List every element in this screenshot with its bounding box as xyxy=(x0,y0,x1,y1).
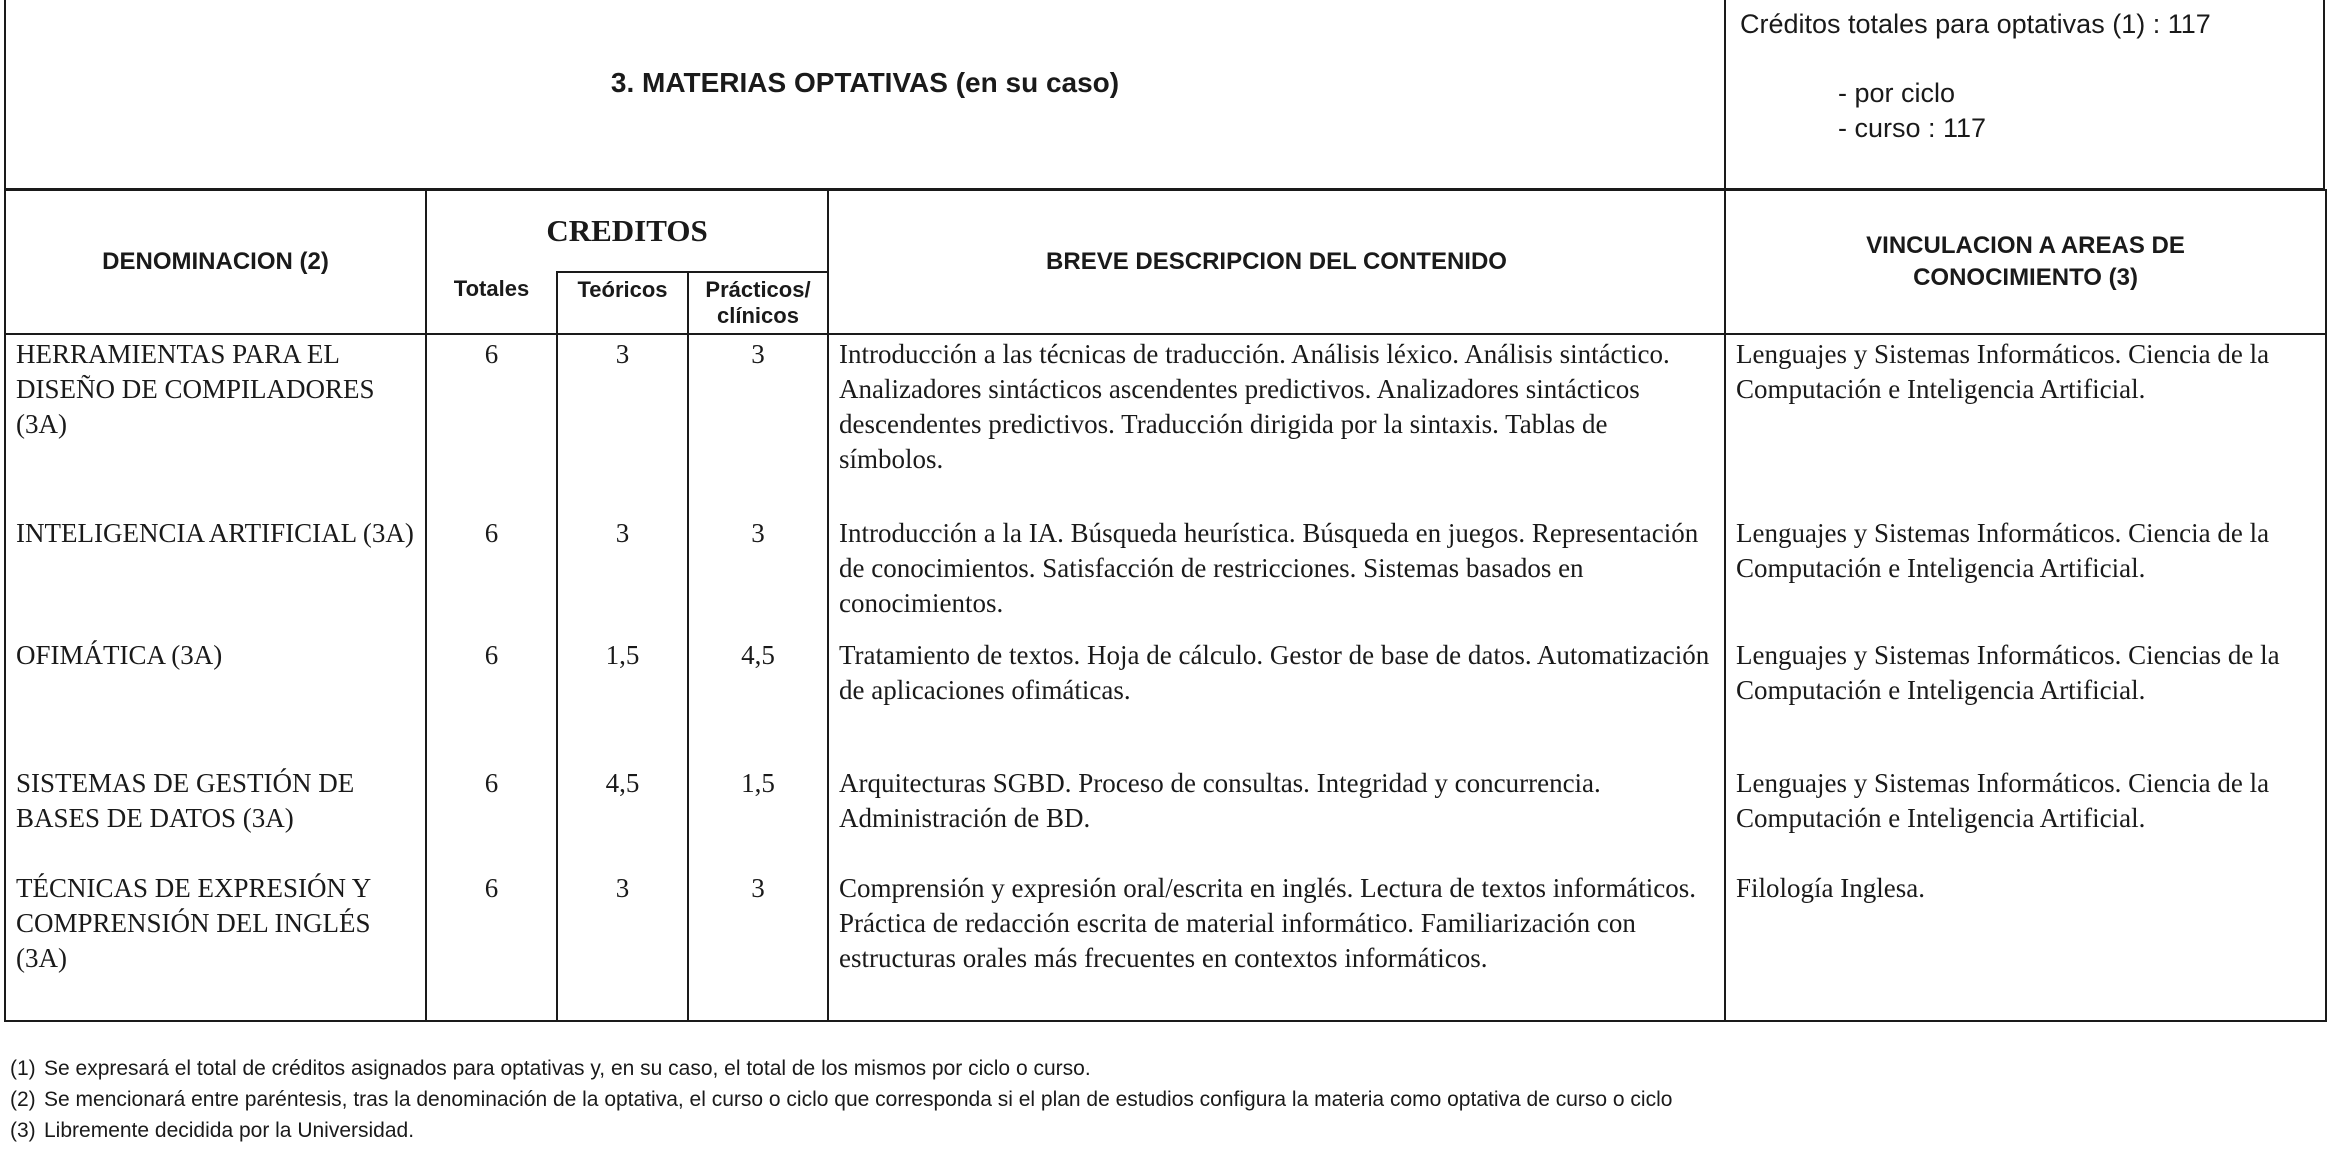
subject-description: Introducción a las técnicas de traducción. Análisis léxico. Análisis sintáctico. Analizadores sintácticos ascendentes predictivos. Analizadores sintácticos descendentes predictivos. Traducción dirigida por la sintaxis. Tablas de símbolos. xyxy=(828,334,1725,514)
col-header-denominacion: DENOMINACION (2) xyxy=(5,190,426,334)
col-header-teoricos: Teóricos xyxy=(557,272,688,334)
credits-teoricos: 3 xyxy=(557,334,688,514)
table-row xyxy=(5,636,2326,764)
footnote-text: Libremente decidida por la Universidad. xyxy=(44,1119,415,1142)
footnote-text: Se mencionará entre paréntesis, tras la denominación de la optativa, el curso o ciclo que corresponda si el plan de estudios configura la materia como optativa de curso o ciclo xyxy=(44,1088,1673,1111)
footnote xyxy=(10,1115,1672,1146)
subject-name: INTELIGENCIA ARTIFICIAL (3A) xyxy=(5,514,426,636)
credits-per-cycle: - por ciclo xyxy=(1838,78,1956,108)
col-header-practicos: Prácticos/ clínicos xyxy=(688,272,828,334)
subject-description: Arquitecturas SGBD. Proceso de consultas. Integridad y concurrencia. Administración de BD. xyxy=(828,764,1725,869)
footnote-number: (2) xyxy=(10,1088,36,1111)
subject-areas: Filología Inglesa. xyxy=(1725,869,2326,1021)
col-header-creditos: CREDITOS xyxy=(426,190,828,272)
subject-description: Comprensión y expresión oral/escrita en inglés. Lectura de textos informáticos. Práctica de redacción escrita de material informático. Familiarización con estructuras orales más frecuentes en contextos informáticos. xyxy=(828,869,1725,1021)
footnote-text: Se expresará el total de créditos asignados para optativas y, en su caso, el total de los mismos por ciclo o curso. xyxy=(44,1057,1091,1080)
credits-teoricos: 3 xyxy=(557,514,688,636)
credits-practicos: 4,5 xyxy=(688,636,828,764)
credits-totales: 6 xyxy=(426,514,557,636)
col-header-totales: Totales xyxy=(426,272,557,334)
credits-practicos: 3 xyxy=(688,869,828,1021)
table-row xyxy=(5,869,2326,1021)
subject-areas: Lenguajes y Sistemas Informáticos. Ciencia de la Computación e Inteligencia Artificial. xyxy=(1725,514,2326,636)
subject-description: Introducción a la IA. Búsqueda heurística. Búsqueda en juegos. Representación de conocimientos. Satisfacción de restricciones. Sistemas basados en conocimientos. xyxy=(828,514,1725,636)
credits-summary xyxy=(1726,0,2323,188)
subject-name: SISTEMAS DE GESTIÓN DE BASES DE DATOS (3A) xyxy=(5,764,426,869)
footnote-number: (3) xyxy=(10,1119,36,1142)
credits-practicos: 3 xyxy=(688,514,828,636)
subject-description: Tratamiento de textos. Hoja de cálculo. Gestor de base de datos. Automatización de aplicaciones ofimáticas. xyxy=(828,636,1725,764)
subject-areas: Lenguajes y Sistemas Informáticos. Ciencias de la Computación e Inteligencia Artificial. xyxy=(1725,636,2326,764)
page-title: 3. MATERIAS OPTATIVAS (en su caso) xyxy=(6,0,1726,188)
table-row xyxy=(5,764,2326,869)
credits-practicos: 1,5 xyxy=(688,764,828,869)
table-row xyxy=(5,514,2326,636)
credits-teoricos: 1,5 xyxy=(557,636,688,764)
credits-totales: 6 xyxy=(426,869,557,1021)
col-header-descripcion: BREVE DESCRIPCION DEL CONTENIDO xyxy=(828,190,1725,334)
credits-practicos: 3 xyxy=(688,334,828,514)
credits-totales: 6 xyxy=(426,764,557,869)
table-row xyxy=(5,334,2326,514)
credits-totales: 6 xyxy=(426,334,557,514)
subject-areas: Lenguajes y Sistemas Informáticos. Ciencia de la Computación e Inteligencia Artificial. xyxy=(1725,764,2326,869)
credits-total: Créditos totales para optativas (1) : 117 xyxy=(1740,9,2211,39)
subject-name: HERRAMIENTAS PARA EL DISEÑO DE COMPILADORES (3A) xyxy=(5,334,426,514)
credits-teoricos: 3 xyxy=(557,869,688,1021)
footnote xyxy=(10,1053,1672,1084)
footnote-number: (1) xyxy=(10,1057,36,1080)
header-block xyxy=(4,0,2325,190)
col-header-vinculacion: VINCULACION A AREAS DE CONOCIMIENTO (3) xyxy=(1725,190,2326,334)
credits-totales: 6 xyxy=(426,636,557,764)
credits-per-course: - curso : 117 xyxy=(1838,113,1987,143)
optional-subjects-table xyxy=(4,189,2327,1022)
footnote xyxy=(10,1084,1672,1115)
subject-name: OFIMÁTICA (3A) xyxy=(5,636,426,764)
credits-teoricos: 4,5 xyxy=(557,764,688,869)
footnotes xyxy=(10,1053,1672,1146)
subject-name: TÉCNICAS DE EXPRESIÓN Y COMPRENSIÓN DEL INGLÉS (3A) xyxy=(5,869,426,1021)
subject-areas: Lenguajes y Sistemas Informáticos. Ciencia de la Computación e Inteligencia Artificial. xyxy=(1725,334,2326,514)
